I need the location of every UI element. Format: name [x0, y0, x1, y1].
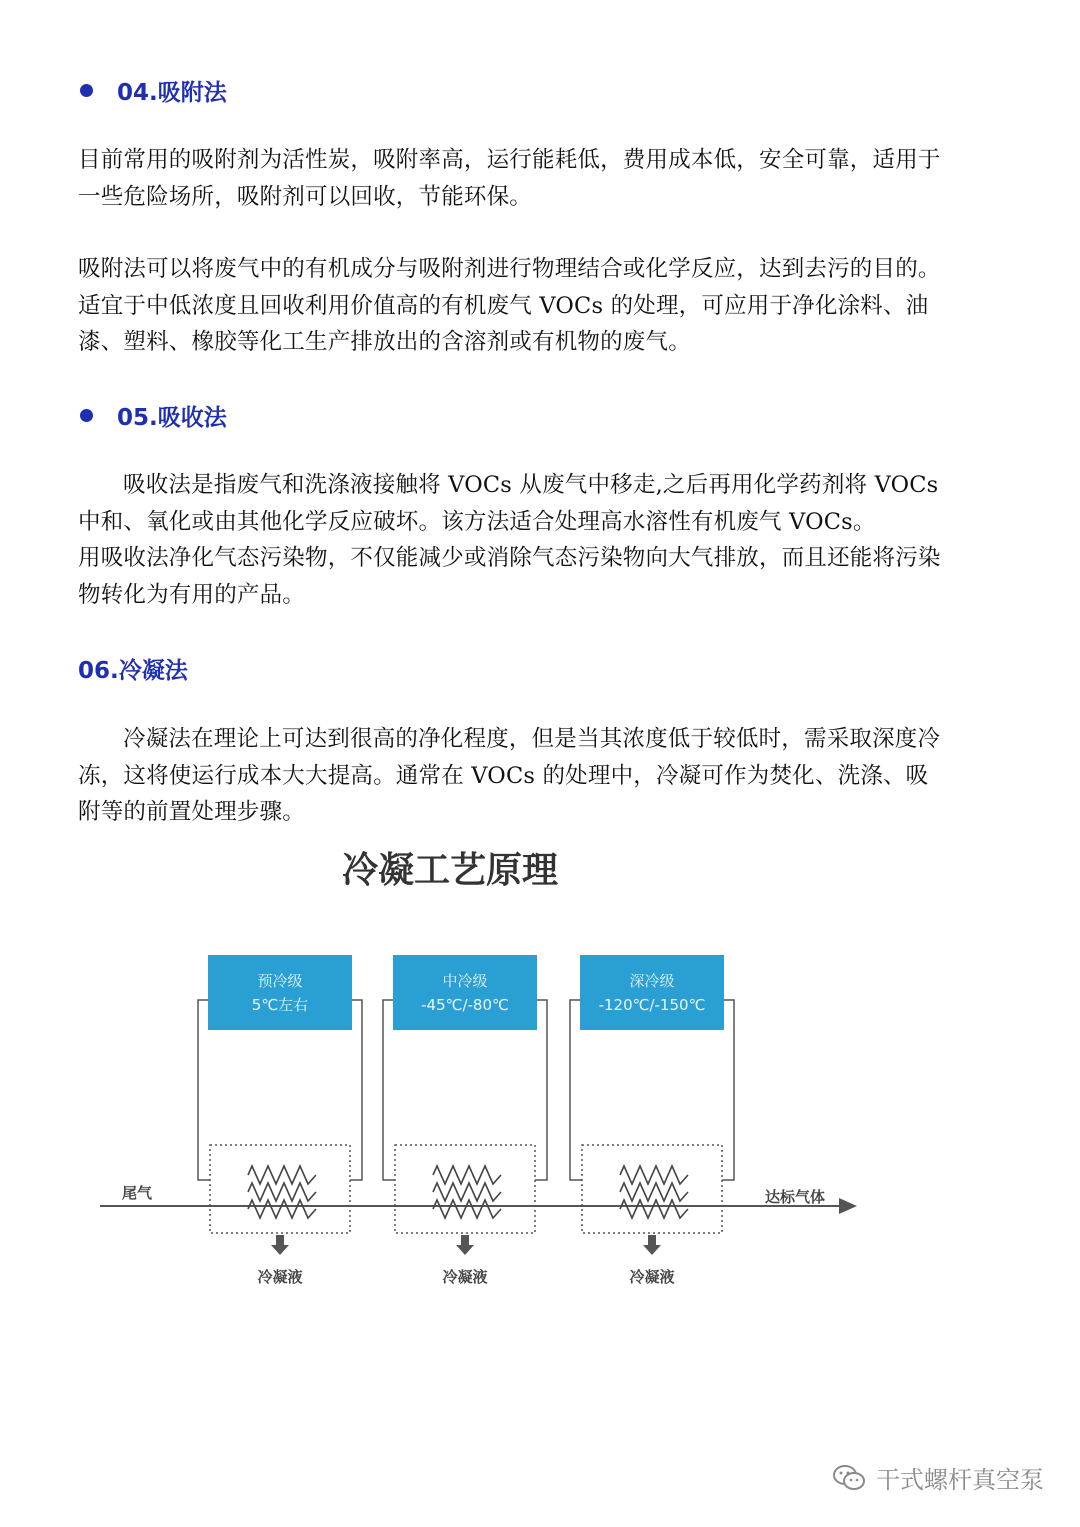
stage-unit — [383, 955, 547, 1286]
stage-unit — [570, 955, 734, 1286]
watermark — [832, 1460, 1044, 1495]
down-arrow-icon — [643, 1245, 661, 1255]
stages-group — [198, 955, 734, 1286]
coil — [433, 1183, 501, 1201]
stage-name: 预冷级 — [257, 972, 303, 990]
section-heading-04 — [80, 74, 227, 107]
outlet-label: 达标气体 — [765, 1188, 826, 1206]
section-heading-text: 04.吸附法 — [117, 80, 227, 106]
stage-temp: -120℃/-150℃ — [598, 996, 706, 1014]
stage-box — [580, 955, 724, 1030]
text-line: 冻，这将使运行成本大大提高。通常在 VOCs 的处理中，冷凝可作为焚化、洗涤、吸 — [78, 762, 929, 789]
paragraph — [78, 251, 1008, 361]
text-line: 吸收法是指废气和洗涤液接触将 VOCs 从废气中移走,之后再用化学药剂将 VOCs — [123, 472, 939, 498]
condensation-process-diagram — [0, 830, 1080, 1310]
down-arrow-icon — [456, 1245, 474, 1255]
drain-arrow-shaft — [276, 1235, 284, 1245]
section-heading-text: 06.冷凝法 — [78, 658, 188, 684]
text-line: 吸附法可以将废气中的有机成分与吸附剂进行物理结合或化学反应，达到去污的目的。 — [78, 256, 941, 282]
text-line: 适宜于中低浓度且回收利用价值高的有机废气 VOCs 的处理，可应用于净化涂料、油 — [78, 292, 929, 319]
coil — [248, 1183, 316, 1201]
heat-exchanger — [395, 1145, 535, 1233]
stage-box — [208, 955, 352, 1030]
stage-output: 冷凝液 — [257, 1268, 303, 1286]
stage-name: 中冷级 — [442, 972, 488, 990]
coil — [248, 1200, 316, 1218]
coil — [433, 1200, 501, 1218]
section-heading-text: 05.吸收法 — [117, 405, 227, 431]
coil — [620, 1166, 688, 1184]
text-line: 冷凝法在理论上可达到很高的净化程度，但是当其浓度低于较低时，需采取深度冷 — [123, 726, 941, 752]
coil — [620, 1200, 688, 1218]
down-arrow-icon — [271, 1245, 289, 1255]
drain-arrow-shaft — [648, 1235, 656, 1245]
stage-box — [393, 955, 537, 1030]
paragraph — [78, 467, 1008, 540]
text-line: 附等的前置处理步骤。 — [78, 799, 306, 825]
text-line: 用吸收法净化气态污染物，不仅能减少或消除气态污染物向大气排放，而且还能将污染 — [78, 545, 941, 571]
stage-temp: -45℃/-80℃ — [421, 996, 509, 1014]
wechat-icon — [832, 1463, 866, 1493]
stage-output: 冷凝液 — [629, 1268, 675, 1286]
text-line: 物转化为有用的产品。 — [78, 581, 306, 608]
coil — [620, 1183, 688, 1201]
drain-arrow-shaft — [461, 1235, 469, 1245]
coil — [248, 1166, 316, 1184]
inlet-label: 尾气 — [122, 1184, 153, 1202]
section-heading-05 — [80, 399, 227, 432]
stage-temp: 5℃左右 — [251, 996, 309, 1014]
stage-unit — [198, 955, 362, 1286]
paragraph — [78, 142, 1008, 215]
text-line: 漆、塑料、橡胶等化工生产排放出的含溶剂或有机物的废气。 — [78, 329, 691, 355]
watermark-text: 干式螺杆真空泵 — [876, 1466, 1044, 1494]
paragraph — [78, 540, 1008, 613]
text-line: 中和、氧化或由其他化学反应破坏。该方法适合处理高水溶性有机废气 VOCs。 — [78, 508, 876, 535]
coil — [433, 1166, 501, 1184]
diagram-title: 冷凝工艺原理 — [341, 850, 559, 891]
text-line: 一些危险场所，吸附剂可以回收，节能环保。 — [78, 183, 533, 210]
stage-name: 深冷级 — [629, 972, 675, 990]
heat-exchanger — [210, 1145, 350, 1233]
section-heading-06 — [78, 652, 188, 685]
heat-exchanger — [582, 1145, 722, 1233]
paragraph — [78, 721, 1008, 831]
stage-output: 冷凝液 — [442, 1268, 488, 1286]
text-line: 目前常用的吸附剂为活性炭，吸附率高，运行能耗低，费用成本低，安全可靠，适用于 — [78, 147, 941, 173]
bullet-icon — [80, 84, 93, 97]
bullet-icon — [80, 409, 93, 422]
